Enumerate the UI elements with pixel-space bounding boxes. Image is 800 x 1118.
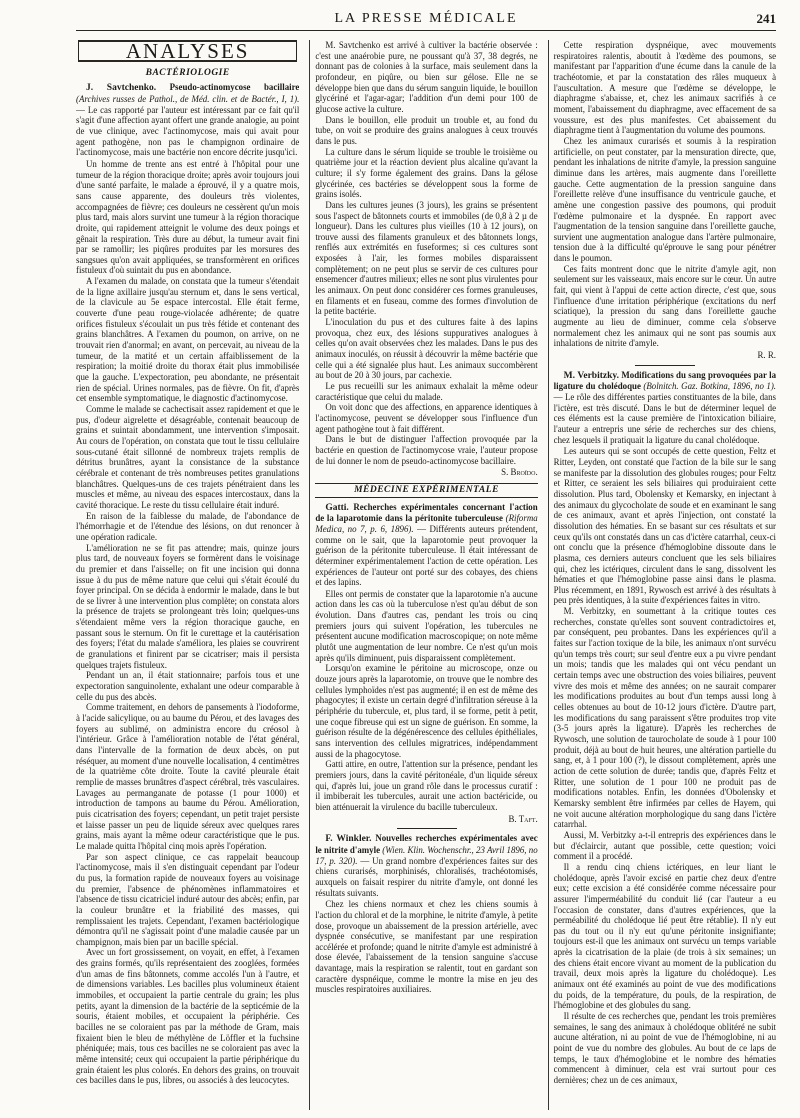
article-savtchenko bbox=[76, 82, 299, 1086]
paragraph: Par son aspect clinique, ce cas rappelait beaucoup l'actinomycose, mais il s'en distinguait cependant par l'odeur du pus, la formation rapide de nouveaux foyers au voisinage du premier, l'absence de phénomènes inflammatoires et l'absence de tissu cicatriciel induré autour des abcès; enfin, par la couleur brunâtre et la friabilité des masses, qui remplissaient les trajets. Cependant, l'examen bactériologique démontra qu'il ne s'agissait point d'une maladie causée par un champignon, mais bien par un bacille spécial. bbox=[76, 851, 300, 947]
paragraph: Comme le malade se cachectisait assez rapidement et que le pus, d'odeur aigrelette et désagréable, contenait beaucoup de grains et suintait abondamment, une intervention s'imposait. Au cours de l'opération, on constata que tout le tissu cellulaire sous-cutané était sillonné de nombreux trajets remplis de détritus brunâtres, ayant la consistance de la substance cérébrale et contenant de très nombreuses petites granulations blanchâtres. Quelques-uns de ces trajets pénétraient dans les muscles et même, au niveau des espaces intercostaux, dans la cavité thoracique. Le reste du tissu cellulaire était induré. bbox=[76, 404, 300, 510]
article-reference: (Riforma Medica, no 7, p. 6, 1896). bbox=[315, 513, 538, 534]
article-heading bbox=[315, 502, 537, 588]
article-author: F. Winkler. bbox=[325, 834, 372, 845]
paragraph: Dans le bouillon, elle produit un trouble et, au fond du tube, on voit se produire des grains analogues à ceux trouvés dans le pus. bbox=[315, 114, 538, 146]
paragraph: En raison de la faiblesse du malade, de l'abondance de l'hémorrhagie et de l'étendue des lésions, on dut renoncer à une opération radicale. bbox=[76, 510, 300, 542]
page-number: 241 bbox=[756, 11, 776, 26]
article-title: Nouvelles recherches expérimentales avec le nitrite d'amyle bbox=[315, 833, 538, 855]
paragraph: — Différents auteurs prétendent, comme on le sait, que la laparotomie peut provoquer la guérison de la péritonite tuberculeuse. Il était intéressant de déterminer expérimentalement l'action de cette opération. Les expériences de l'auteur ont porté sur des cobayes, des chiens et des lapins. bbox=[315, 523, 538, 588]
paragraph: Comme traitement, en dehors de pansements à l'iodoforme, à l'acide salicylique, ou au baume du Pérou, et des lavages des foyers au sublimé, on administra encore du créosol à l'intérieur. Grâce à l'amélioration notable de l'état général, dans l'intervalle de la formation de deux abcès, on put réséquer, au moment d'une nouvelle localisation, 4 centimètres de la quatrième côte droite. Toute la cavité pleurale était remplie de masses brunâtres d'aspect cérébral, très vasculaires. Lavages au permanganate de potasse (1 pour 1000) et introduction de tampons au baume du Pérou. Amélioration, puis cicatrisation des foyers; cependant, un petit trajet persiste et laisse passer un peu de liquide séreux avec quelques rares grains, mais ayant la même odeur caractéristique que le pus. Le malade quitta l'hôpital cinq mois après l'opération. bbox=[76, 702, 300, 851]
article-author: M. Verbitzky. bbox=[563, 370, 619, 381]
paragraph: Ces faits montrent donc que le nitrite d'amyle agit, non seulement sur les vaisseaux, mais encore sur le cœur. Un autre fait, qui vient à l'appui de cette action directe, c'est que, sous l'influence d'une irritation périphérique (excitations du nerf sciatique), la pression du sang dans l'oreillette gauche augmente au lieu de diminuer, comme cela s'observe normalement chez les animaux qui ne sont pas soumis aux inhalations de nitrite d'amyle. bbox=[553, 263, 776, 349]
paragraph: A l'examen du malade, on constata que la tumeur s'étendait de la ligne axillaire jusqu'au sternum et, dans le sens vertical, de la clavicule au 5e espace intercostal. Elle était ferme, couverte d'une peau rouge-violacée adhérente; de quatre orifices fistuleux s'écoulait un pus très fétide et contenant des grains blanchâtres. A l'examen du poumon, on arrive, on ne trouvait rien d'anormal; en avant, on percevait, au niveau de la tumeur, de la matité et un certain affaiblissement de la respiration; la moitié droite du thorax était plus immobilisée que la gauche. L'expectoration, peu abondante, ne présentait rien de spécial. Urines normales, pas de fièvre. On fit, d'après cet ensemble symptomatique, le diagnostic d'actinomycose. bbox=[76, 276, 300, 404]
paragraph: Gatti attire, en outre, l'attention sur la présence, pendant les premiers jours, dans la cavité péritonéale, d'un liquide séreux qui, d'après lui, joue un grand rôle dans le processus curatif : il imbiberait les tubercules, aurait une action bactéricide, ou bien atténuerait la virulence du bacille tuberculeux. bbox=[315, 759, 538, 812]
column-1 bbox=[76, 40, 299, 1110]
article-winkler bbox=[315, 833, 537, 995]
article-title: Modifications du sang provoquées par la ligature du cholédoque bbox=[553, 369, 776, 392]
paragraph: Cette respiration dyspnéique, avec mouvements respiratoires ralentis, aboutit à l'œdème des poumons, se manifestant par l'apparition d'une écume dans la canule de la trachéotomie, et par la constatation des râles muqueux à l'auscultation. A mesure que l'œdème se développe, le diaphragme s'abaisse, et, chez les animaux sacrifiés à ce moment, l'abaissement du diaphragme, avec effacement de sa voussure, est des plus manifestes. Cet abaissement du diaphragme tient à l'augmentation du volume des poumons. bbox=[553, 40, 776, 136]
article-heading bbox=[554, 370, 776, 446]
article-reference: (Wien. Klin. Wochenschr., 23 Avril 1896, no 17, p. 320). bbox=[315, 844, 538, 866]
article-signature: B. Taft. bbox=[508, 813, 538, 824]
paragraph: Les auteurs qui se sont occupés de cette question, Feltz et Ritter, Leyden, ont constaté que l'action de la bile sur le sang se manifeste par la dissolution des globules rouges; pour Feltz et Ritter, ce seraient les sels biliaires qui produiraient cette dissolution. Plus tard, Obolensky et Kemarsky, en injectant à des animaux du glycocholate de soude et en examinant le sang de ces animaux, avant et après l'injection, ont constaté la dissolution des hématies. En se basant sur ces résultats et sur ceux qu'ils ont constatés dans un cas d'ictère catarrhal, ceux-ci ont conclu que la présence d'hémoglobine dissoute dans le plasma, ces derniers auteurs concluent que les sels biliaires qui, chez les ictériques, circulent dans le sang, dissolvent les hématies et que l'hémoglobine passe ainsi dans le plasma. Plus récemment, en 1891, Rywosch est arrivé à des résultats à peu près identiques, à la suite d'expériences faites in vitro. bbox=[553, 446, 776, 606]
paragraph: Pendant un an, il était stationnaire; parfois tous et une expectoration sanguinolente, exhalant une odeur comparable à celle du pus des abcès. bbox=[76, 670, 300, 702]
paragraph: Chez les chiens normaux et chez les chiens soumis à l'action du chloral et de la morphine, le nitrite d'amyle, à petite dose, provoque un abaissement de la pression artérielle, avec dyspnée consécutive, se manifestant par une respiration accélérée et profonde; quand le nitrite d'amyle est administré à dose élevée, l'abaissement de la tension sanguine s'accuse davantage, mais la respiration se ralentit, tout en gardant son caractère dyspnéique, comme le montre la mise en jeu des muscles respiratoires auxiliaires. bbox=[315, 899, 538, 995]
article-signature: S. Broïdo. bbox=[501, 467, 538, 478]
article-gatti bbox=[315, 502, 537, 825]
paragraph: L'inoculation du pus et des cultures faite à des lapins provoqua, chez eux, des lésions suppuratives analogues à celles qu'on avait observées chez les malades. Dans le pus des animaux inoculés, on réussit à découvrir la même bactérie que celle qui a été signalée plus haut. Les animaux succombèrent au bout de 20 à 30 jours, par cachexie. bbox=[315, 317, 538, 381]
paragraph: Dans les cultures jeunes (3 jours), les grains se présentent sous l'aspect de bâtonnets courts et immobiles (de 0,8 à 2 µ de longueur). Dans les cultures plus vieilles (10 à 12 jours), on trouve aussi des filaments granuleux et des bâtonnets longs, renflés aux extrémités en fuseformes; si ces cultures sont exposées à l'air, les formes mobiles disparaissent complètement; on ne peut plus se servir de ces cultures pour ensemencer d'autres milieux; elles ne sont plus virulentes pour les animaux. On peut donc considérer ces formes granuleuses, en filaments et en fuseau, comme des formes d'involution de la petite bactérie. bbox=[315, 199, 538, 317]
article-separator bbox=[397, 828, 457, 829]
column-3 bbox=[548, 40, 776, 1110]
article-heading bbox=[315, 833, 537, 898]
article-author: J. Savtchenko. bbox=[86, 83, 157, 94]
paragraph: M. Verbitzky, en soumettant à la critique toutes ces recherches, constate qu'elles sont souvent contradictoires et, par conséquent, peu probantes. Dans les expériences qu'il a faites sur l'action toxique de la bile, les animaux n'ont survécu qu'un temps très court; sur seul d'entre eux a pu vivre pendant un mois; tandis que les malades qui ont vécu pendant un certain temps avec une obstruction des voies biliaires, peuvent vivre des mois et même des années; on ne saurait comparer les modifications produites au bout d'un temps aussi long à celles obtenues au bout de 10-12 jours d'ictère. D'autre part, les modifications du sang paraissent s'être produites trop vite (3-5 jours après la ligature). D'après les recherches de Rywosch, une solution de taurocholate de soude à 1 pour 100 produit, déjà au bout de huit heures, une altération partielle du sang, et, à 1 pour 100 (?), le dissout complètement, après une action de cette solution de durée; tandis que, d'après Feltz et Ritter, une solution de 1 pour 100 ne produit pas de modifications notables. Enfin, les données d'Obolensky et Kemarsky semblent être infirmées par celles de Hayem, qui ne voit aucune altération morphologique du sang dans l'ictère catarrhal. bbox=[553, 606, 776, 830]
article-verbitzky bbox=[554, 370, 776, 1086]
article-author: Gatti. bbox=[325, 502, 349, 513]
paragraph: Chez les animaux curarisés et soumis à la respiration artificielle, on peut constater, par la mensuration directe, que, pendant les inhalations de nitrite d'amyle, la pression sanguine diminue dans les artères, mais augmente dans l'oreillette gauche. Cette augmentation de la pression sanguine dans l'oreillette relève d'une insuffisance du ventricule gauche, et amène une congestion passive des poumons, qui produit l'œdème pulmonaire et la dyspnée. En rapport avec l'augmentation de la tension sanguine dans l'oreillette gauche, survient une augmentation analogue dans l'artère pulmonaire, tension due à la difficulté qu'éprouve le sang pour pénétrer dans le poumon. bbox=[553, 135, 776, 264]
paragraph: Avec un fort grossissement, on voyait, en effet, à l'examen des grains formés, qu'ils représentaient des zooglées, formées d'un amas de fins bâtonnets, comme accolés l'un à l'autre, et de dimensions variables. Les bacilles plus volumineux étaient immobiles, et occupaient la partie centrale du grain; les plus petits, ayant la dimension de la bactérie de la septicémie de la souris, étaient mobiles, et occupaient la périphérie. Ces bacilles ne se coloraient pas par la méthode de Gram, mais fixaient bien le bleu de méthylène de Löffler et la fuchsine phéniquée; mais, tous ces bacilles ne se coloraient pas avec la même intensité; ceux qui occupaient la partie périphérique du grain étaient les plus colorés. En dehors des grains, on trouvait ces bacilles dans le pus, libres, ou associés à des leucocytes. bbox=[76, 947, 300, 1086]
article-separator bbox=[635, 365, 695, 366]
paragraph: M. Savtchenko est arrivé à cultiver la bactérie observée : c'est une anaérobie pure, ne poussant qu'à 37, 38 degrés, ne donnant pas de colonies à la surface, mais seulement dans la profondeur, en piqûre, ou bien sur gélose. Elle ne se développe bien que dans du sérum sanguin liquide, le bouillon glycériné et l'agar-agar; l'addition d'un demi pour 100 de glucose active la culture. bbox=[315, 40, 538, 114]
rubric-bacteriologie: BACTÉRIOLOGIE bbox=[145, 67, 230, 78]
paragraph: Aussi, M. Verbitzky a-t-il entrepris des expériences dans le but d'éclaircir, autant que possible, cette question; voici comment il a procédé. bbox=[553, 829, 776, 862]
article-reference: (Archives russes de Pathol., de Méd. clin. et de Bactér., I, 1). bbox=[76, 93, 300, 104]
column-2 bbox=[309, 40, 537, 1110]
article-signature: R. R. bbox=[757, 350, 776, 361]
paragraph: Le pus recueilli sur les animaux exhalait la même odeur caractéristique que celui du malade. bbox=[315, 381, 538, 402]
paragraph: — Le rôle des différentes parties constituantes de la bile, dans l'ictère, est très discuté. Dans le but de déterminer lequel de ces éléments est la cause première de l'intoxication biliaire, l'auteur a entrepris une série de recherches sur des chiens, chez lesquels il pratiquait la ligature du canal cholédoque. bbox=[553, 392, 776, 445]
paragraph: Il résulte de ces recherches que, pendant les trois premières semaines, le sang des animaux à cholédoque oblitéré ne subit aucune altération, ni au point de vue de l'hémoglobine, ni au point de vue du nombre des globules. Au bout de ce laps de temps, le taux d'hémoglobine et le nombre des hématies commencent à diminuer, cela est vrai surtout pour ces dernières; chez un de ces animaux, bbox=[553, 1011, 776, 1085]
paragraph: Lorsqu'on examine le péritoine au microscope, onze ou douze jours après la laparotomie, on trouve que le nombre des cellules lymphoïdes n'est pas augmenté; il en est de même des phagocytes; il existe un certain degré d'infiltration séreuse à la périphérie du tubercule, et, plus tard, il se forme, petit à petit, une coque fibreuse qui est un signe de guérison. En somme, la guérison résulte de la dégénérescence des cellules épithéliales, sans intervention des cellules migratrices, indépendamment aussi de la phagocytose. bbox=[315, 663, 538, 759]
journal-title: LA PRESSE MÉDICALE bbox=[334, 11, 518, 26]
rubric-medecine-experimentale: MÉDECINE EXPÉRIMENTALE bbox=[315, 483, 537, 498]
article-title: Recherches expérimentales concernant l'action de la laparotomie dans la péritonite tuberculeuse bbox=[315, 501, 538, 524]
paragraph: L'amélioration ne se fit pas attendre; mais, quinze jours plus tard, de nouveaux foyers se formèrent dans le voisinage du premier et dans l'aisselle; on fit une incision qui donna issue à du pus de même nature que celui qui s'était écoulé du foyer principal. On se décida à endormir le malade, dans le but de se livrer à une intervention plus complète; on constata alors la présence de trajets se prolongeant très loin; quelques-uns s'étendaient même vers la région thoracique gauche, en passant sous le sternum. On fit le curettage et la cautérisation des foyers; l'état du malade s'améliora, les plaies se couvrirent de granulations et finirent par se cicatriser; mais il persista quelques trajets fistuleux. bbox=[76, 542, 300, 670]
article-columns bbox=[76, 40, 776, 1110]
paragraph: Un homme de trente ans est entré à l'hôpital pour une tumeur de la région thoracique droite; après avoir toujours joui d'une santé parfaite, le malade a éprouvé, il y a quatre mois, sans cause apparente, des douleurs très violentes, accompagnées de fièvre; ces douleurs ne cessèrent qu'un mois plus tard, mais alors survint une tumeur à la région thoracique droite, qui rapidement atteignit le volume des deux poings et gênait la respiration. Très dure au début, la tumeur avait fini par se ramollir; les piqûres produites par les morsures des sangsues qu'on avait appliquées, se transformèrent en orifices fistuleux d'où suintait du pus en abondance. bbox=[76, 158, 300, 276]
paragraph: — Le cas rapporté par l'auteur est intéressant par ce fait qu'il s'agit d'une affection ayant offert une grande analogie, au point de vue clinique, avec l'actinomycose, mais qui avait pour agent pathogène, non pas le champignon ordinaire de l'actinomycose, mais une bactérie non encore décrite jusqu'ici. bbox=[76, 104, 300, 158]
paragraph: Elles ont permis de constater que la laparotomie n'a aucune action dans les cas où la tuberculose n'est qu'au début de son évolution. Dans d'autres cas, pendant les trois ou cinq premiers jours qui suivent l'opération, les tubercules ne présentent aucune modification macroscopique; on note même plutôt une augmentation de leur nombre. Ce n'est qu'un mois après qu'ils diminuent, puis disparaissent complètement. bbox=[315, 588, 538, 663]
article-reference: (Bolnitch. Gaz. Botkina, 1896, no 1). bbox=[643, 381, 776, 392]
running-head bbox=[76, 10, 776, 31]
article-heading bbox=[76, 82, 299, 158]
paragraph: La culture dans le sérum liquide se trouble le troisième ou quatrième jour et la réaction devient plus alcaline qu'avant la culture; il s'y forme également des grains. Dans la gélose glycérinée, ces bactéries se développent sous la forme de grains isolés. bbox=[315, 146, 538, 200]
section-title: ANALYSES bbox=[78, 40, 297, 62]
article-title: Pseudo-actinomycose bacillaire bbox=[169, 82, 300, 93]
paragraph: Dans le but de distinguer l'affection provoquée par la bactérie en question de l'actinomycose vraie, l'auteur propose de lui donner le nom de pseudo-actinomycose bacillaire. bbox=[315, 434, 538, 466]
paragraph: — Un grand nombre d'expériences faites sur des chiens curarisés, morphinisés, chloralisés, trachéotomisés, auxquels on faisait respirer du nitrite d'amyle, ont donné les résultats suivants. bbox=[315, 855, 538, 898]
paragraph: On voit donc que des affections, en apparence identiques à l'actinomycose, peuvent se développer sous l'influence d'un agent pathogène tout à fait différent. bbox=[315, 402, 538, 434]
paragraph: Il a rendu cinq chiens ictériques, en leur liant le cholédoque, après l'avoir excisé en partie chez deux d'entre eux; cette excision a été considérée comme nécessaire pour assurer l'imperméabilité du conduit lié (car l'auteur a eu l'occasion de constater, dans d'autres expériences, que la perméabilité du cholédoque lié peut être rétablie). Il n'y eut pas du tout ou il n'y eut qu'une péritonite insignifiante; toujours est-il que les animaux ont survécu un temps variable après la cicatrisation de la plaie (de trois à six semaines; un des chiens était encore vivant au moment de la publication du travail, deux mois après la ligature du cholédoque). Les animaux ont été examinés au point de vue des modifications du poids, de la température, du pouls, de la respiration, de l'hémoglobine et des globules du sang. bbox=[553, 861, 776, 1011]
